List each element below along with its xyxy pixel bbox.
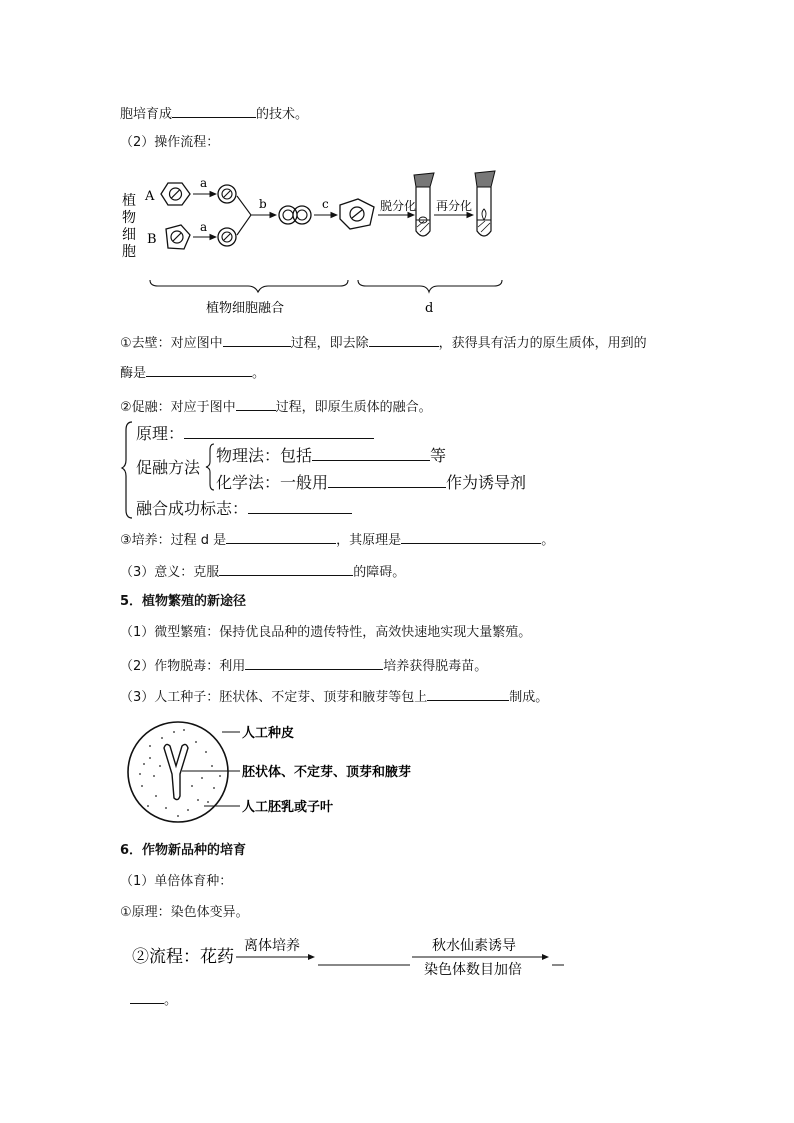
blank-chemical-agent[interactable] bbox=[328, 471, 446, 488]
paragraph-6-principle: ①原理：染色体变异。 bbox=[120, 905, 249, 920]
test-tube-1-icon bbox=[414, 173, 434, 236]
blank-process-end[interactable] bbox=[130, 989, 164, 1004]
section-3-prefix: （3）意义：克服 bbox=[120, 565, 220, 580]
embryo-shape bbox=[164, 744, 188, 799]
side-char-2: 物 bbox=[122, 210, 136, 226]
process-arrow2-bottom: 染色体数目加倍 bbox=[424, 962, 522, 978]
bracket-method-label: 促融方法 bbox=[136, 458, 201, 477]
bracket-physical-line bbox=[216, 444, 446, 466]
arrow-b-label: b bbox=[259, 197, 267, 211]
paragraph-5-2 bbox=[120, 655, 487, 676]
item-3-prefix: ③培养：过程 d 是 bbox=[120, 533, 227, 548]
haploid-process-diagram bbox=[128, 930, 568, 980]
cell-a-icon bbox=[161, 183, 190, 205]
item-3-suffix: 。 bbox=[541, 533, 555, 548]
item-1-line2-suffix: 。 bbox=[252, 366, 266, 381]
side-char-1: 植 bbox=[122, 193, 136, 209]
protoplast-a-icon bbox=[218, 185, 236, 203]
blank-artificial-seed[interactable] bbox=[427, 686, 509, 701]
label-endosperm: 人工胚乳或子叶 bbox=[242, 800, 334, 815]
process-arrow1-label: 离体培养 bbox=[244, 938, 300, 954]
p5-3-prefix: （3）人工种子：胚状体、不定芽、顶芽和腋芽等包上 bbox=[120, 690, 428, 705]
bracket-physical-suffix: 等 bbox=[430, 446, 447, 465]
test-tube-2-icon bbox=[475, 171, 495, 236]
label-embryo: 胚状体、不定芽、顶芽和腋芽 bbox=[242, 765, 412, 780]
section-2-label: （2）操作流程： bbox=[120, 135, 220, 150]
process-end-line bbox=[130, 989, 177, 1010]
process-end-suffix: 。 bbox=[164, 993, 178, 1008]
brace-fusion-label: 植物细胞融合 bbox=[206, 301, 285, 316]
brace-fusion bbox=[150, 280, 348, 292]
blank-intro[interactable] bbox=[172, 103, 256, 118]
side-char-4: 胞 bbox=[122, 244, 136, 260]
protoplast-b-icon bbox=[218, 228, 236, 246]
item-1-prefix: ①去壁：对应图中 bbox=[120, 336, 223, 351]
blank-item1-process[interactable] bbox=[223, 332, 291, 347]
bracket-success-line bbox=[136, 497, 352, 519]
blank-item3-principle[interactable] bbox=[401, 529, 541, 544]
operation-flow-diagram bbox=[118, 165, 518, 320]
bracket-success-label: 融合成功标志： bbox=[136, 499, 249, 518]
blank-principle[interactable] bbox=[184, 422, 374, 439]
fusing-cells-icon bbox=[279, 206, 311, 224]
item-2-line bbox=[120, 396, 432, 417]
item-2-prefix: ②促融：对应于图中 bbox=[120, 400, 236, 415]
p5-2-prefix: （2）作物脱毒：利用 bbox=[120, 659, 246, 674]
item-2-suffix: 过程，即原生质体的融合。 bbox=[275, 400, 432, 415]
blank-item2-process[interactable] bbox=[236, 396, 276, 411]
intro-suffix: 的技术。 bbox=[256, 107, 309, 122]
arrow-a2-label: a bbox=[200, 220, 208, 234]
bracket-chemical-suffix: 作为诱导剂 bbox=[446, 473, 527, 492]
heading-6: 6．作物新品种的培育 bbox=[120, 843, 247, 858]
paragraph-5-3 bbox=[120, 686, 548, 707]
arrow-c-label: c bbox=[322, 197, 329, 211]
paragraph-5-1: （1）微型繁殖：保持优良品种的遗传特性，高效快速地实现大量繁殖。 bbox=[120, 625, 532, 640]
bracket-chemical-prefix: 化学法：一般用 bbox=[216, 473, 329, 492]
arrow-a-label-top: a bbox=[200, 176, 208, 190]
intro-line bbox=[120, 103, 308, 124]
item-1-suffix: ，获得具有活力的原生质体，用到的 bbox=[438, 336, 647, 351]
bracket-principle-label: 原理： bbox=[136, 424, 185, 443]
cell-b-icon bbox=[166, 225, 190, 249]
item-3-line bbox=[120, 529, 554, 550]
item-1-line bbox=[120, 332, 647, 353]
process-arrow2-top: 秋水仙素诱导 bbox=[432, 938, 516, 954]
bracket-chemical-line bbox=[216, 471, 526, 493]
blank-item1-enzyme[interactable] bbox=[146, 362, 252, 377]
item-3-mid: ，其原理是 bbox=[336, 533, 402, 548]
brace-d bbox=[358, 280, 502, 292]
step-dedifferentiation-label: 脱分化 bbox=[380, 199, 417, 213]
side-char-3: 细 bbox=[122, 227, 136, 243]
paragraph-6-1: （1）单倍体育种： bbox=[120, 874, 233, 889]
section-3-suffix: 的障碍。 bbox=[353, 565, 406, 580]
p5-3-suffix: 制成。 bbox=[509, 690, 549, 705]
cell-b-label: B bbox=[147, 232, 157, 247]
label-seed-coat: 人工种皮 bbox=[242, 726, 295, 741]
blank-item3-process[interactable] bbox=[226, 529, 336, 544]
step-redifferentiation-label: 再分化 bbox=[436, 199, 473, 213]
intro-prefix: 胞培育成 bbox=[120, 107, 173, 122]
item-1-mid: 过程，即去除 bbox=[290, 336, 369, 351]
bracket-physical-prefix: 物理法：包括 bbox=[216, 446, 313, 465]
section-3-line bbox=[120, 561, 405, 582]
hybrid-cell-icon bbox=[340, 199, 374, 229]
cell-a-label: A bbox=[145, 189, 155, 204]
blank-significance[interactable] bbox=[219, 561, 353, 576]
brace-d-label: d bbox=[425, 301, 434, 316]
process-prefix: ②流程：花药 bbox=[132, 947, 234, 967]
item-1-line2-prefix: 酶是 bbox=[120, 366, 147, 381]
p5-2-suffix: 培养获得脱毒苗。 bbox=[383, 659, 488, 674]
bracket-principle-line bbox=[136, 422, 374, 444]
heading-5: 5．植物繁殖的新途径 bbox=[120, 594, 247, 609]
blank-physical-method[interactable] bbox=[312, 444, 430, 461]
item-1-line-2 bbox=[120, 362, 265, 383]
blank-success-sign[interactable] bbox=[248, 497, 352, 514]
blank-detoxify[interactable] bbox=[245, 655, 383, 670]
blank-item1-removed[interactable] bbox=[369, 332, 439, 347]
artificial-seed-diagram bbox=[122, 716, 442, 828]
